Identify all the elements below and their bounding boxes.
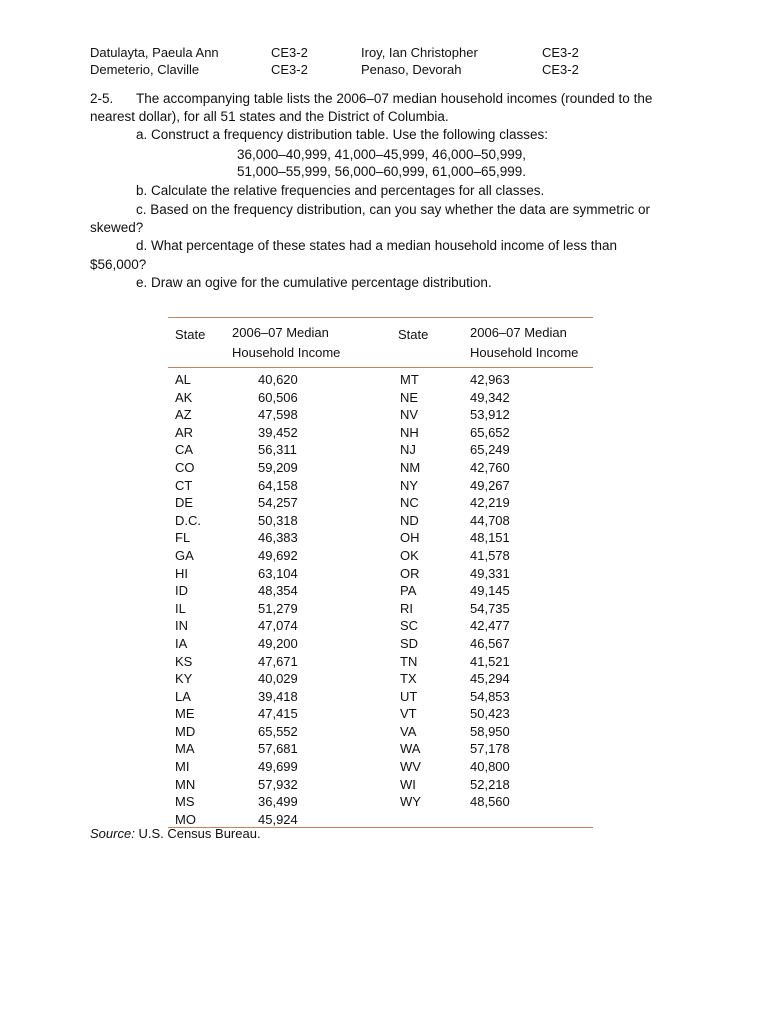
table-cell-income: 48,354 bbox=[258, 583, 298, 599]
table-cell-state: LA bbox=[175, 688, 191, 704]
table-cell-state: DE bbox=[175, 495, 194, 511]
member-section: CE3-2 bbox=[271, 45, 308, 60]
table-cell-state: NJ bbox=[400, 442, 416, 458]
table-cell-state: WI bbox=[400, 776, 416, 792]
left-state-column bbox=[175, 371, 201, 828]
table-cell-state: WA bbox=[400, 741, 421, 757]
table-cell-state: IA bbox=[175, 635, 188, 651]
table-cell-income: 65,249 bbox=[470, 442, 510, 458]
table-cell-income: 58,950 bbox=[470, 723, 510, 739]
table-cell-income: 39,418 bbox=[258, 688, 298, 704]
table-cell-income: 45,924 bbox=[258, 811, 298, 827]
part-c-cont: skewed? bbox=[90, 220, 144, 235]
table-cell-income: 47,415 bbox=[258, 706, 298, 722]
table-cell-income: 57,178 bbox=[470, 741, 510, 757]
table-cell-state: OR bbox=[400, 565, 420, 581]
table-cell-income: 49,692 bbox=[258, 547, 298, 563]
table-cell-income: 49,699 bbox=[258, 759, 298, 775]
part-a: a. Construct a frequency distribution table. Use the following classes: bbox=[136, 127, 548, 142]
table-cell-income: 50,318 bbox=[258, 512, 298, 528]
table-cell-income: 42,477 bbox=[470, 618, 510, 634]
header-income-line1: 2006–07 Median bbox=[232, 325, 329, 340]
table-cell-state: MN bbox=[175, 776, 196, 792]
table-cell-income: 47,074 bbox=[258, 618, 298, 634]
table-cell-state: NH bbox=[400, 424, 419, 440]
source-text: U.S. Census Bureau. bbox=[138, 826, 261, 841]
table-cell-income: 54,853 bbox=[470, 688, 510, 704]
table-cell-income: 49,331 bbox=[470, 565, 510, 581]
table-cell-income: 40,620 bbox=[258, 372, 298, 387]
table-cell-income: 44,708 bbox=[470, 512, 510, 528]
table-cell-state: VA bbox=[400, 723, 417, 739]
table-cell-state: SD bbox=[400, 635, 419, 651]
table-cell-state: WV bbox=[400, 759, 421, 775]
table-cell-state: ND bbox=[400, 512, 419, 528]
table-cell-state: MI bbox=[175, 759, 190, 775]
table-cell-income: 57,681 bbox=[258, 741, 298, 757]
left-income-column bbox=[258, 371, 298, 828]
table-cell-state: SC bbox=[400, 618, 419, 634]
header-income bbox=[470, 323, 578, 363]
table-cell-income: 47,671 bbox=[258, 653, 298, 669]
table-cell-income: 53,912 bbox=[470, 407, 510, 423]
table-cell-state: OH bbox=[400, 530, 420, 546]
table-cell-state: MD bbox=[175, 723, 196, 739]
table-cell-income: 52,218 bbox=[470, 776, 510, 792]
table-cell-state: ID bbox=[175, 583, 188, 599]
table-top-rule bbox=[168, 317, 593, 318]
table-cell-state: MS bbox=[175, 794, 195, 810]
table-cell-income: 65,552 bbox=[258, 723, 298, 739]
header-income-line2: Household Income bbox=[232, 345, 341, 360]
table-cell-income: 49,342 bbox=[470, 389, 510, 405]
table-cell-income: 49,145 bbox=[470, 583, 510, 599]
table-cell-state: AZ bbox=[175, 407, 192, 423]
table-cell-state: NY bbox=[400, 477, 419, 493]
table-cell-income: 42,219 bbox=[470, 495, 510, 511]
table-cell-state: NC bbox=[400, 495, 419, 511]
table-cell-income: 59,209 bbox=[258, 459, 298, 475]
table-cell-state: CA bbox=[175, 442, 194, 458]
member-name: Penaso, Devorah bbox=[361, 62, 462, 77]
table-cell-income: 56,311 bbox=[258, 442, 297, 458]
table-cell-income: 49,267 bbox=[470, 477, 510, 493]
table-cell-state: IL bbox=[175, 600, 186, 616]
header-state: State bbox=[175, 327, 206, 342]
problem-number: 2-5. bbox=[90, 91, 114, 106]
table-cell-income: 51,279 bbox=[258, 600, 298, 616]
table-cell-income: 54,735 bbox=[470, 600, 510, 616]
problem-intro-cont: nearest dollar), for all 51 states and the District of Columbia. bbox=[90, 109, 449, 124]
table-cell-state: PA bbox=[400, 583, 417, 599]
table-cell-state: VT bbox=[400, 706, 417, 722]
table-cell-state: OK bbox=[400, 547, 419, 563]
right-state-column bbox=[400, 371, 421, 811]
member-section: CE3-2 bbox=[542, 45, 579, 60]
member-section: CE3-2 bbox=[542, 62, 579, 77]
part-b: b. Calculate the relative frequencies and percentages for all classes. bbox=[136, 183, 545, 198]
table-cell-state: MT bbox=[400, 372, 419, 387]
part-d-cont: $56,000? bbox=[90, 257, 147, 272]
table-source bbox=[90, 826, 261, 841]
table-cell-income: 65,652 bbox=[470, 424, 510, 440]
table-cell-state: AL bbox=[175, 372, 191, 387]
problem-intro: The accompanying table lists the 2006–07 median household incomes (rounded to the bbox=[136, 91, 653, 106]
table-cell-income: 63,104 bbox=[258, 565, 298, 581]
member-name: Iroy, Ian Christopher bbox=[361, 45, 478, 60]
table-cell-income: 47,598 bbox=[258, 407, 298, 423]
table-cell-state: KY bbox=[175, 671, 193, 687]
table-cell-state: TX bbox=[400, 671, 417, 687]
table-cell-income: 60,506 bbox=[258, 389, 298, 405]
table-cell-state: D.C. bbox=[175, 512, 201, 528]
table-cell-state: ME bbox=[175, 706, 195, 722]
table-cell-state: HI bbox=[175, 565, 188, 581]
table-cell-state: IN bbox=[175, 618, 188, 634]
part-e: e. Draw an ogive for the cumulative percentage distribution. bbox=[136, 275, 492, 290]
table-cell-income: 64,158 bbox=[258, 477, 298, 493]
table-cell-income: 39,452 bbox=[258, 424, 298, 440]
table-cell-state: NV bbox=[400, 407, 419, 423]
header-income-line1: 2006–07 Median bbox=[470, 325, 567, 340]
table-cell-income: 42,963 bbox=[470, 372, 510, 387]
class-list-1: 36,000–40,999, 41,000–45,999, 46,000–50,999, bbox=[237, 147, 527, 162]
table-cell-income: 42,760 bbox=[470, 459, 510, 475]
table-cell-income: 41,578 bbox=[470, 547, 510, 563]
source-label: Source: bbox=[90, 826, 135, 841]
table-cell-income: 45,294 bbox=[470, 671, 510, 687]
table-cell-state: WY bbox=[400, 794, 421, 810]
header-income bbox=[232, 323, 340, 363]
class-list-2: 51,000–55,999, 56,000–60,999, 61,000–65,999. bbox=[237, 164, 527, 179]
table-cell-state: NE bbox=[400, 389, 419, 405]
table-cell-state: GA bbox=[175, 547, 194, 563]
header-income-line2: Household Income bbox=[470, 345, 579, 360]
table-cell-state: KS bbox=[175, 653, 193, 669]
table-cell-income: 54,257 bbox=[258, 495, 298, 511]
table-cell-state: UT bbox=[400, 688, 418, 704]
table-cell-state: CT bbox=[175, 477, 193, 493]
table-cell-state: FL bbox=[175, 530, 191, 546]
table-cell-state: AR bbox=[175, 424, 194, 440]
table-cell-state: MO bbox=[175, 811, 196, 827]
table-cell-income: 57,932 bbox=[258, 776, 298, 792]
member-name: Datulayta, Paeula Ann bbox=[90, 45, 219, 60]
table-cell-state: CO bbox=[175, 459, 195, 475]
table-cell-income: 48,151 bbox=[470, 530, 510, 546]
member-name: Demeterio, Claville bbox=[90, 62, 200, 77]
table-cell-state: AK bbox=[175, 389, 193, 405]
table-cell-income: 48,560 bbox=[470, 794, 510, 810]
table-cell-state: TN bbox=[400, 653, 418, 669]
table-cell-income: 46,383 bbox=[258, 530, 298, 546]
table-cell-state: RI bbox=[400, 600, 413, 616]
table-cell-income: 49,200 bbox=[258, 635, 298, 651]
table-cell-income: 50,423 bbox=[470, 706, 510, 722]
header-state: State bbox=[398, 327, 429, 342]
table-cell-income: 40,800 bbox=[470, 759, 510, 775]
table-cell-income: 46,567 bbox=[470, 635, 510, 651]
table-cell-income: 36,499 bbox=[258, 794, 298, 810]
right-income-column bbox=[470, 371, 510, 811]
part-c: c. Based on the frequency distribution, can you say whether the data are symmetric or bbox=[136, 202, 651, 217]
part-d: d. What percentage of these states had a median household income of less than bbox=[136, 238, 618, 253]
table-cell-state: MA bbox=[175, 741, 195, 757]
member-section: CE3-2 bbox=[271, 62, 308, 77]
table-cell-state: NM bbox=[400, 459, 421, 475]
table-header-rule bbox=[168, 367, 593, 368]
table-cell-income: 40,029 bbox=[258, 671, 298, 687]
table-cell-income: 41,521 bbox=[470, 653, 510, 669]
